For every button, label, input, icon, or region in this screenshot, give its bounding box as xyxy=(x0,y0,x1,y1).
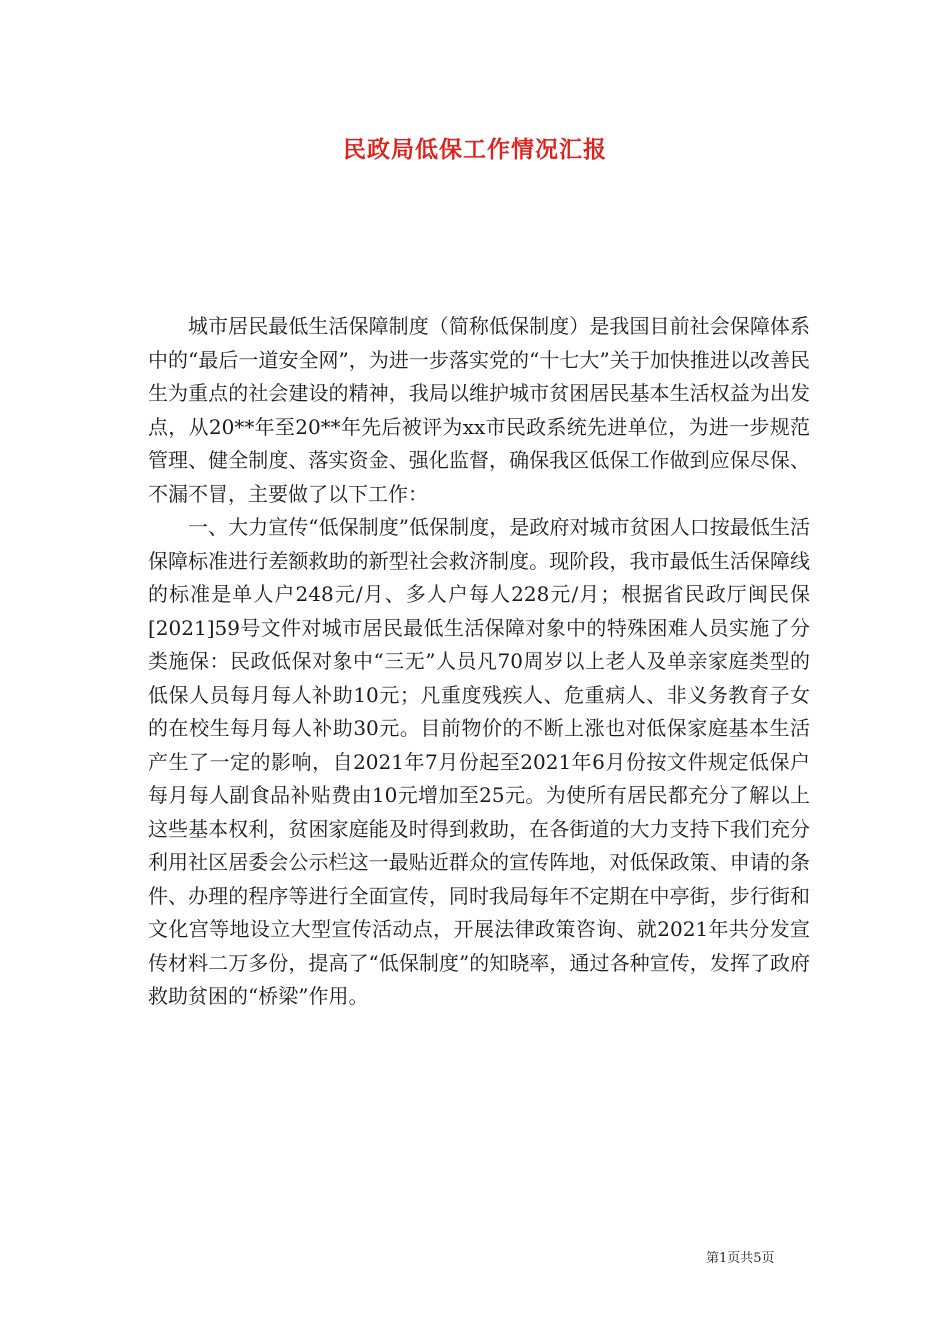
document-body xyxy=(148,310,810,1014)
paragraph-section-1: 一、大力宣传“低保制度”低保制度，是政府对城市贫困人口按最低生活保障标准进行差额救助的新型社会救济制度。现阶段，我市最低生活保障线的标准是单人户248元/月、多人户每人228元/月；根据省民政厅闽民保[2021]59号文件对城市居民最低生活保障对象中的特殊困难人员实施了分类施保：民政低保对象中“三无”人员凡70周岁以上老人及单亲家庭类型的低保人员每月每人补助10元；凡重度残疾人、危重病人、非义务教育子女的在校生每月每人补助30元。目前物价的不断上涨也对低保家庭基本生活产生了一定的影响，自2021年7月份起至2021年6月份按文件规定低保户每月每人副食品补贴费由10元增加至25元。为使所有居民都充分了解以上这些基本权利，贫困家庭能及时得到救助，在各街道的大力支持下我们充分利用社区居委会公示栏这一最贴近群众的宣传阵地，对低保政策、申请的条件、办理的程序等进行全面宣传，同时我局每年不定期在中亭街，步行街和文化宫等地设立大型宣传活动点，开展法律政策咨询、就2021年共分发宣传材料二万多份，提高了“低保制度”的知晓率，通过各种宣传，发挥了政府救助贫困的“桥梁”作用。 xyxy=(148,515,810,1008)
page-number: 第1页共5页 xyxy=(706,1251,775,1266)
paragraph-intro: 城市居民最低生活保障制度（简称低保制度）是我国目前社会保障体系中的“最后一道安全网”，为进一步落实党的“十七大”关于加快推进以改善民生为重点的社会建设的精神，我局以维护城市贫困居民基本生活权益为出发点，从20**年至20**年先后被评为xx市民政系统先进单位，为进一步规范管理、健全制度、落实资金、强化监督，确保我区低保工作做到应保尽保、不漏不冒，主要做了以下工作： xyxy=(148,314,810,506)
document-title: 民政局低保工作情况汇报 xyxy=(343,136,607,163)
